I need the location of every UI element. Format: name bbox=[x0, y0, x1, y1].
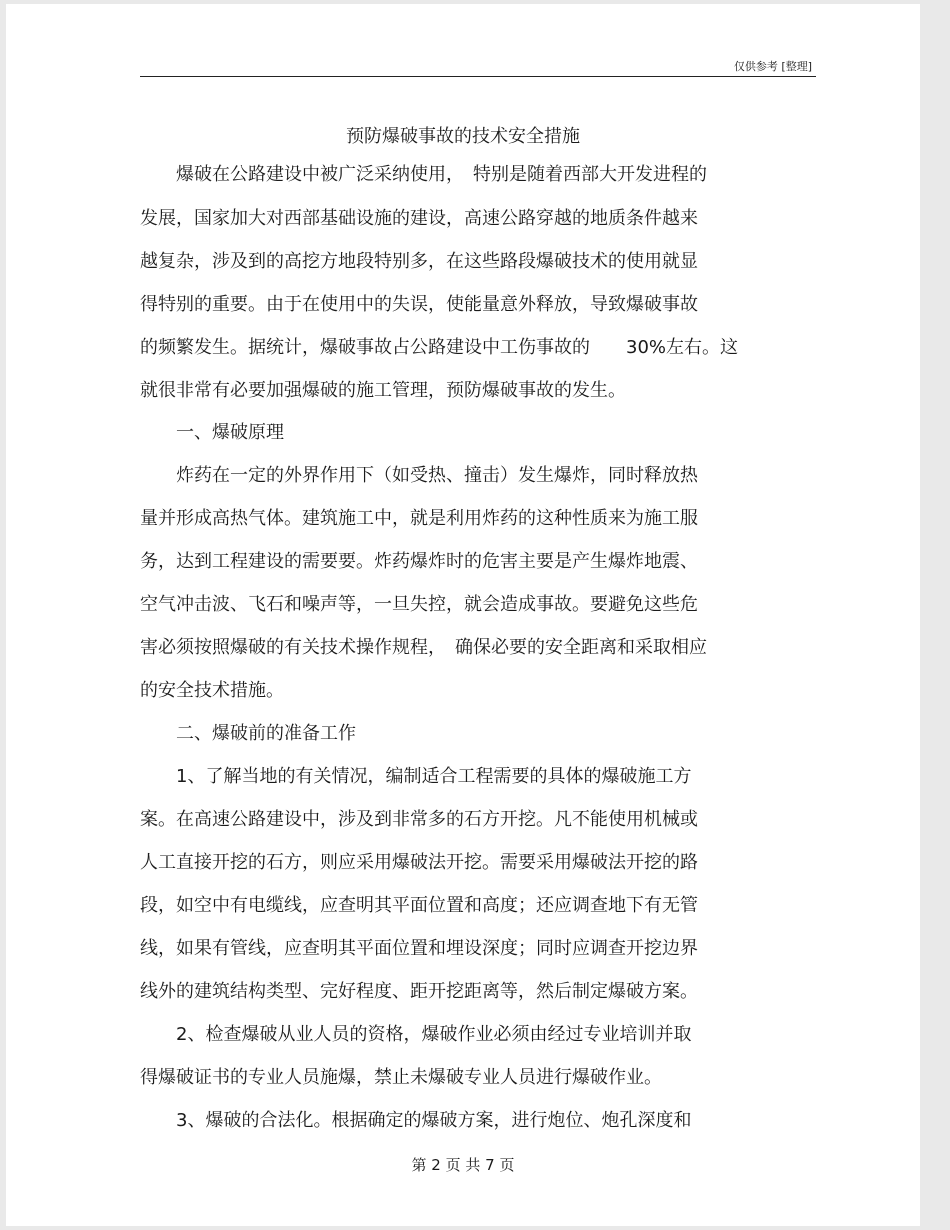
body-line: 线外的建筑结构类型、完好程度、距开挖距离等，然后制定爆破方案。 bbox=[140, 981, 698, 1002]
body-line: 的安全技术措施。 bbox=[140, 680, 284, 701]
header-rule bbox=[140, 76, 816, 77]
document-title: 预防爆破事故的技术安全措施 bbox=[346, 126, 580, 147]
body-line: 发展，国家加大对西部基础设施的建设，高速公路穿越的地质条件越来 bbox=[140, 208, 698, 229]
body-line: 越复杂，涉及到的高挖方地段特别多，在这些路段爆破技术的使用就显 bbox=[140, 251, 698, 272]
section-heading: 二、爆破前的准备工作 bbox=[140, 723, 356, 744]
body-line: 炸药在一定的外界作用下（如受热、撞击）发生爆炸，同时释放热 bbox=[140, 465, 698, 486]
body-line: 爆破在公路建设中被广泛采纳使用， 特别是随着西部大开发进程的 bbox=[140, 164, 707, 185]
body-line: 人工直接开挖的石方，则应采用爆破法开挖。需要采用爆破法开挖的路 bbox=[140, 852, 698, 873]
body-line: 务，达到工程建设的需要要。炸药爆炸时的危害主要是产生爆炸地震、 bbox=[140, 551, 698, 572]
body-line: 线，如果有管线，应查明其平面位置和埋设深度；同时应调查开挖边界 bbox=[140, 938, 698, 959]
body-line: 得特别的重要。由于在使用中的失误，使能量意外释放，导致爆破事故 bbox=[140, 294, 698, 315]
body-line: 得爆破证书的专业人员施爆，禁止未爆破专业人员进行爆破作业。 bbox=[140, 1067, 662, 1088]
body-line: 量并形成高热气体。建筑施工中，就是利用炸药的这种性质来为施工服 bbox=[140, 508, 698, 529]
body-line: 3、爆破的合法化。根据确定的爆破方案，进行炮位、炮孔深度和 bbox=[140, 1110, 692, 1131]
body-line: 空气冲击波、飞石和噪声等，一旦失控，就会造成事故。要避免这些危 bbox=[140, 594, 698, 615]
body-line: 2、检查爆破从业人员的资格，爆破作业必须由经过专业培训并取 bbox=[140, 1024, 692, 1045]
header-text: 仅供参考 [整理] bbox=[733, 60, 812, 73]
page-footer: 第 2 页 共 7 页 bbox=[411, 1156, 515, 1174]
body-line: 1、了解当地的有关情况，编制适合工程需要的具体的爆破施工方 bbox=[140, 766, 692, 787]
body-line: 段，如空中有电缆线，应查明其平面位置和高度；还应调查地下有无管 bbox=[140, 895, 698, 916]
section-heading: 一、爆破原理 bbox=[140, 422, 284, 443]
body-line: 害必须按照爆破的有关技术操作规程， 确保必要的安全距离和采取相应 bbox=[140, 637, 707, 658]
body-line: 案。在高速公路建设中，涉及到非常多的石方开挖。凡不能使用机械或 bbox=[140, 809, 698, 830]
body-line: 的频繁发生。据统计，爆破事故占公路建设中工伤事故的 30%左右。这 bbox=[140, 337, 739, 358]
body-line: 就很非常有必要加强爆破的施工管理，预防爆破事故的发生。 bbox=[140, 380, 626, 401]
document-page bbox=[6, 4, 920, 1226]
